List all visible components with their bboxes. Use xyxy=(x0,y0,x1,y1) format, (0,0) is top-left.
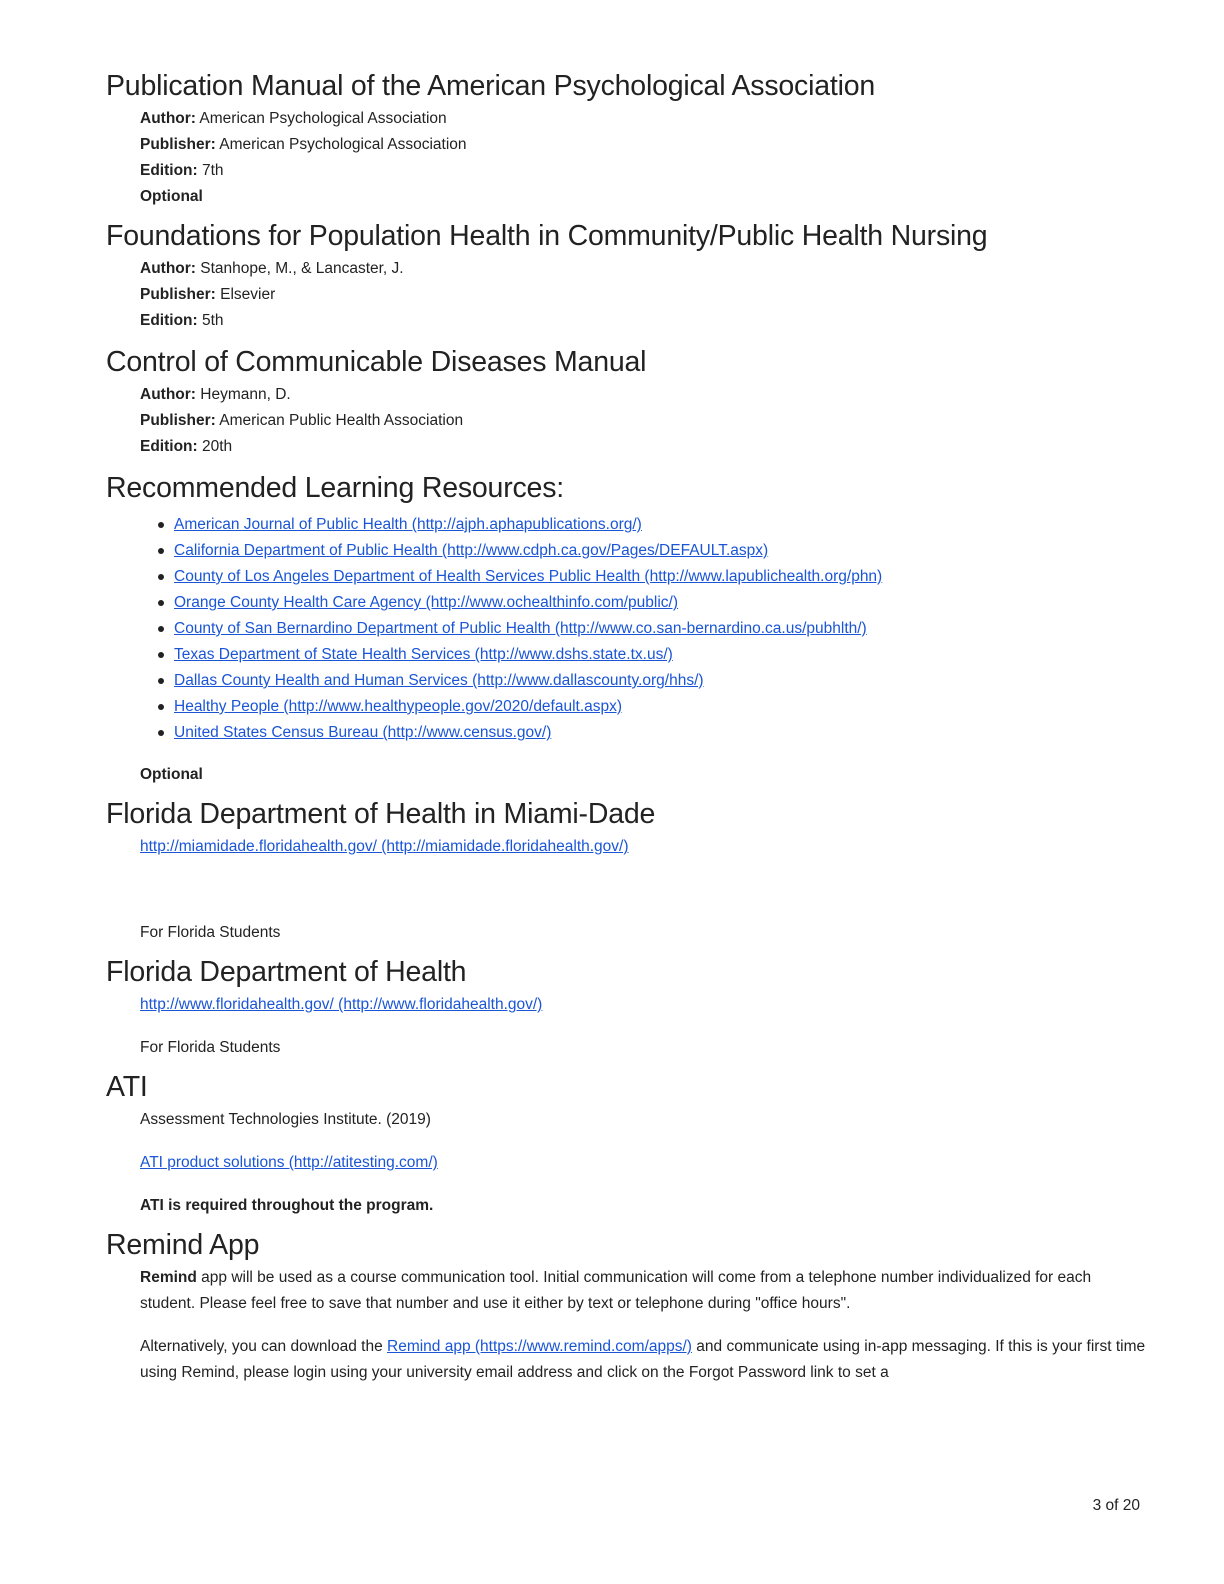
resource-meta xyxy=(140,106,1146,210)
resource-link[interactable]: County of San Bernardino Department of Public Health (http://www.co.san-bernardino.ca.us/pubhlth/) xyxy=(174,620,867,637)
resource-title: Florida Department of Health in Miami-Dade xyxy=(106,798,656,830)
author-value: Stanhope, M., & Lancaster, J. xyxy=(200,260,404,277)
edition-line xyxy=(140,158,1146,184)
ati-citation: Assessment Technologies Institute. (2019) xyxy=(140,1111,431,1128)
author-line xyxy=(140,256,1146,282)
remind-app-link[interactable]: Remind app (https://www.remind.com/apps/) xyxy=(387,1338,692,1355)
resource-link[interactable]: http://miamidade.floridahealth.gov/ (http://miamidade.floridahealth.gov/) xyxy=(140,838,629,855)
optional-label: Optional xyxy=(140,766,203,783)
resource-link[interactable]: California Department of Public Health (http://www.cdph.ca.gov/Pages/DEFAULT.aspx) xyxy=(174,542,769,559)
list-item xyxy=(158,668,1146,694)
resource-link[interactable]: American Journal of Public Health (http://ajph.aphapublications.org/) xyxy=(174,516,642,533)
remind-paragraph-2 xyxy=(140,1334,1146,1386)
resource-body xyxy=(140,1107,1146,1219)
publisher-line xyxy=(140,132,1146,158)
page-number: 3 of 20 xyxy=(1092,1497,1140,1514)
resource-miami-dade xyxy=(106,794,1146,946)
list-item xyxy=(158,538,1146,564)
resource-title: Control of Communicable Diseases Manual xyxy=(106,346,647,378)
resource-note: For Florida Students xyxy=(140,1039,281,1056)
remind-text-before: Alternatively, you can download the xyxy=(140,1338,388,1355)
resource-title: Foundations for Population Health in Community/Public Health Nursing xyxy=(106,220,988,252)
edition-label: Edition: xyxy=(140,312,198,329)
author-line xyxy=(140,106,1146,132)
resource-body xyxy=(140,992,1146,1061)
resource-link[interactable]: Dallas County Health and Human Services (http://www.dallascounty.org/hhs/) xyxy=(174,672,704,689)
list-item xyxy=(158,720,1146,746)
publisher-value: American Psychological Association xyxy=(219,136,467,153)
ati-requirement-note: ATI is required throughout the program. xyxy=(140,1197,434,1214)
resource-link[interactable]: United States Census Bureau (http://www.census.gov/) xyxy=(174,724,552,741)
author-label: Author: xyxy=(140,260,196,277)
list-item xyxy=(158,642,1146,668)
edition-line xyxy=(140,308,1146,334)
publisher-value: American Public Health Association xyxy=(219,412,464,429)
author-line xyxy=(140,382,1146,408)
resource-apa xyxy=(106,66,1146,210)
resource-link[interactable]: Healthy People (http://www.healthypeople.gov/2020/default.aspx) xyxy=(174,698,623,715)
publisher-value: Elsevier xyxy=(220,286,276,303)
list-item xyxy=(158,616,1146,642)
remind-bold: Remind xyxy=(140,1269,197,1286)
section-title: Recommended Learning Resources: xyxy=(106,472,564,504)
edition-line xyxy=(140,434,1146,460)
ati-link[interactable]: ATI product solutions (http://atitesting.com/) xyxy=(140,1154,438,1171)
remind-paragraph-1 xyxy=(140,1265,1146,1317)
author-label: Author: xyxy=(140,110,196,127)
remind-text: app will be used as a course communication tool. Initial communication will come from a telephone number individualized for each student. Please feel free to save that number and use it either by text or telephone during "office hours". xyxy=(140,1269,1092,1312)
edition-value: 7th xyxy=(202,162,224,179)
list-item xyxy=(158,694,1146,720)
document-page xyxy=(106,66,1146,1392)
resource-foundations xyxy=(106,216,1146,334)
publisher-label: Publisher: xyxy=(140,136,216,153)
publisher-line xyxy=(140,408,1146,434)
resource-remind-app xyxy=(106,1225,1146,1386)
resource-title: Publication Manual of the American Psychological Association xyxy=(106,70,876,102)
recommended-resources xyxy=(106,468,1146,788)
optional-note xyxy=(140,184,1146,210)
author-value: Heymann, D. xyxy=(200,386,291,403)
resource-title: ATI xyxy=(106,1071,148,1103)
publisher-line xyxy=(140,282,1146,308)
resource-link[interactable]: Orange County Health Care Agency (http://www.ochealthinfo.com/public/) xyxy=(174,594,679,611)
edition-value: 20th xyxy=(202,438,233,455)
list-item xyxy=(158,590,1146,616)
resource-link[interactable]: County of Los Angeles Department of Health Services Public Health (http://www.lapublichealth.org/phn) xyxy=(174,568,883,585)
resource-title: Remind App xyxy=(106,1229,260,1261)
resource-link[interactable]: http://www.floridahealth.gov/ (http://www.floridahealth.gov/) xyxy=(140,996,543,1013)
resource-link-list xyxy=(106,512,1146,746)
resource-control xyxy=(106,342,1146,460)
author-label: Author: xyxy=(140,386,196,403)
optional-label: Optional xyxy=(140,188,203,205)
publisher-label: Publisher: xyxy=(140,412,216,429)
optional-note xyxy=(140,762,1146,788)
publisher-label: Publisher: xyxy=(140,286,216,303)
edition-label: Edition: xyxy=(140,438,198,455)
resource-meta xyxy=(140,256,1146,334)
list-item xyxy=(158,564,1146,590)
resource-ati xyxy=(106,1067,1146,1219)
resource-title: Florida Department of Health xyxy=(106,956,467,988)
resource-meta xyxy=(140,382,1146,460)
resource-body xyxy=(140,834,1146,946)
resource-florida-health xyxy=(106,952,1146,1061)
edition-label: Edition: xyxy=(140,162,198,179)
edition-value: 5th xyxy=(202,312,224,329)
list-item xyxy=(158,512,1146,538)
remind-text-after: and communicate using in-app messaging. If this is your first time using Remind, please login using your university email address and click on the Forgot Password link to set a xyxy=(140,1338,1146,1381)
resource-note: For Florida Students xyxy=(140,924,281,941)
resource-link[interactable]: Texas Department of State Health Services (http://www.dshs.state.tx.us/) xyxy=(174,646,673,663)
author-value: American Psychological Association xyxy=(199,110,447,127)
